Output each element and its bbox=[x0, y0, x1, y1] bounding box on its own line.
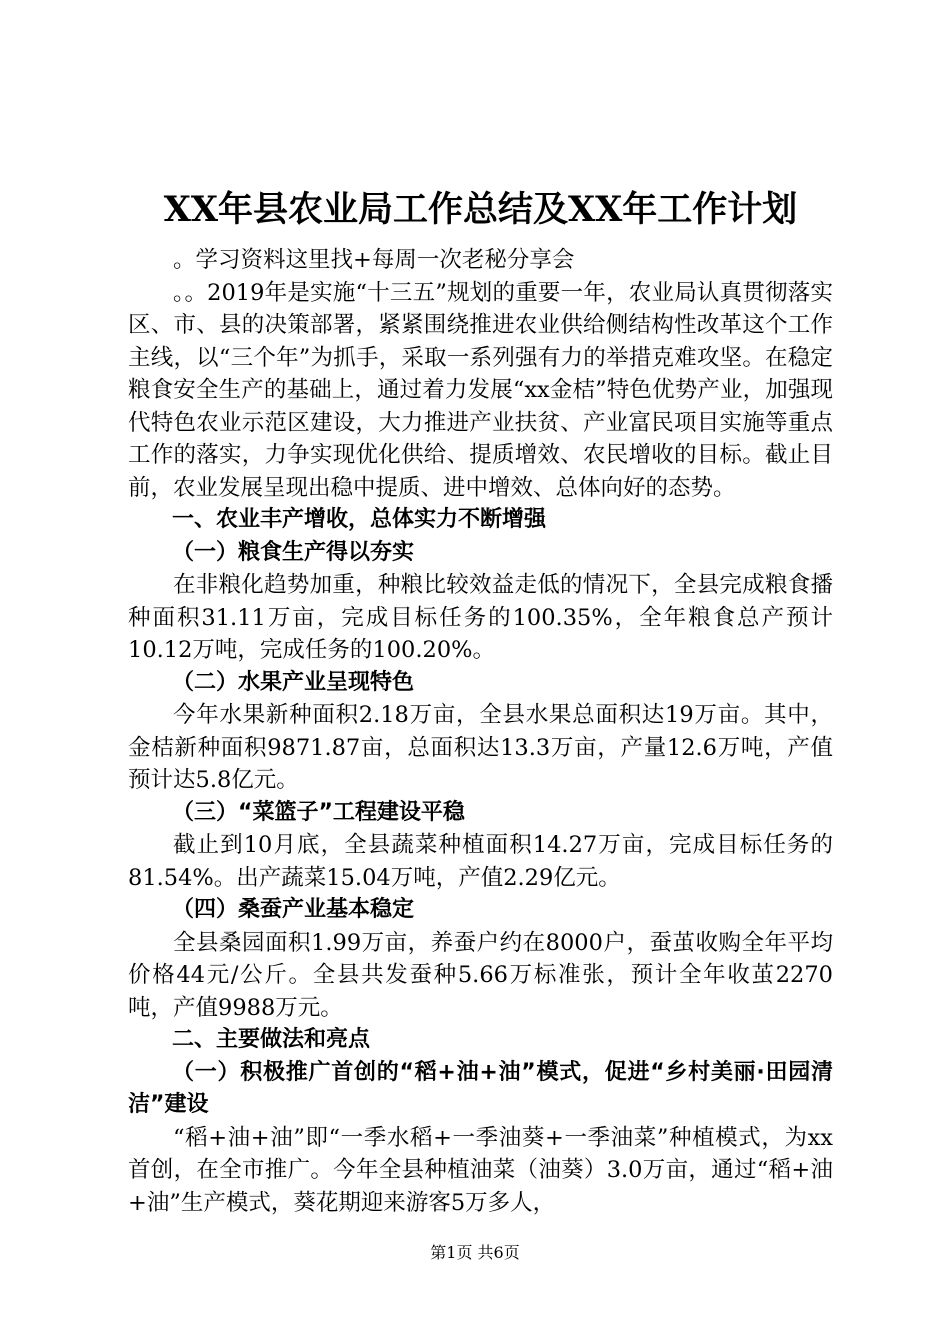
page-footer: 第1页 共6页 bbox=[430, 1243, 520, 1262]
section-heading-1: 一、农业丰产增收，总体实力不断增强 bbox=[172, 507, 547, 532]
document-body bbox=[128, 188, 833, 1219]
subsection-heading-1-4: （四）桑蚕产业基本稳定 bbox=[172, 897, 415, 922]
body-paragraph: “稻+油+油”即“一季水稻+一季油葵+一季油菜”种植模式，为xx首创，在全市推广。今年全县种植油菜（油葵）3.0万亩，通过“稻+油+油”生产模式，葵花期迎来游客5万多人， bbox=[128, 1124, 833, 1216]
intro-note: 。学习资料这里找+每周一次老秘分享会 bbox=[173, 247, 575, 273]
body-paragraph: 截止到10月底，全县蔬菜种植面积14.27万亩，完成目标任务的81.54%。出产蔬菜15.04万吨，产值2.29亿元。 bbox=[128, 832, 833, 891]
subsection-heading-1-3: （三）“菜篮子”工程建设平稳 bbox=[172, 799, 465, 825]
subsection-heading-1-2: （二）水果产业呈现特色 bbox=[172, 669, 415, 695]
subsection-heading-1-1: （一）粮食生产得以夯实 bbox=[172, 539, 415, 565]
body-paragraph: 在非粮化趋势加重，种粮比较效益走低的情况下，全县完成粮食播种面积31.11万亩，完成目标任务的100.35%，全年粮食总产预计10.12万吨，完成任务的100.20%。 bbox=[128, 572, 833, 663]
document-title: XX年县农业局工作总结及XX年工作计划 bbox=[163, 189, 798, 230]
subsection-heading-2-1: （一）积极推广首创的“稻+油+油”模式，促进“乡村美丽·田园清洁”建设 bbox=[128, 1059, 833, 1117]
section-heading-2: 二、主要做法和亮点 bbox=[172, 1027, 371, 1052]
body-paragraph: 全县桑园面积1.99万亩，养蚕户约在8000户，蚕茧收购全年平均价格44元/公斤。全县共发蚕种5.66万标准张，预计全年收茧2270吨，产值9988万元。 bbox=[128, 929, 833, 1021]
intro-paragraph: 。。2019年是实施“十三五”规划的重要一年，农业局认真贯彻落实区、市、县的决策部署，紧紧围绕推进农业供给侧结构性改革这个工作主线，以“三个年”为抓手，采取一系列强有力的举措克难攻坚。在稳定粮食安全生产的基础上，通过着力发展“xx金桔”特色优势产业，加强现代特色农业示范区建设，大力推进产业扶贫、产业富民项目实施等重点工作的落实，力争实现优化供给、提质增效、农民增收的目标。截止目前，农业发展呈现出稳中提质、进中增效、总体向好的态势。 bbox=[128, 279, 833, 501]
body-paragraph: 今年水果新种面积2.18万亩，全县水果总面积达19万亩。其中，金桔新种面积9871.87亩，总面积达13.3万亩，产量12.6万吨，产值预计达5.8亿元。 bbox=[128, 702, 833, 793]
